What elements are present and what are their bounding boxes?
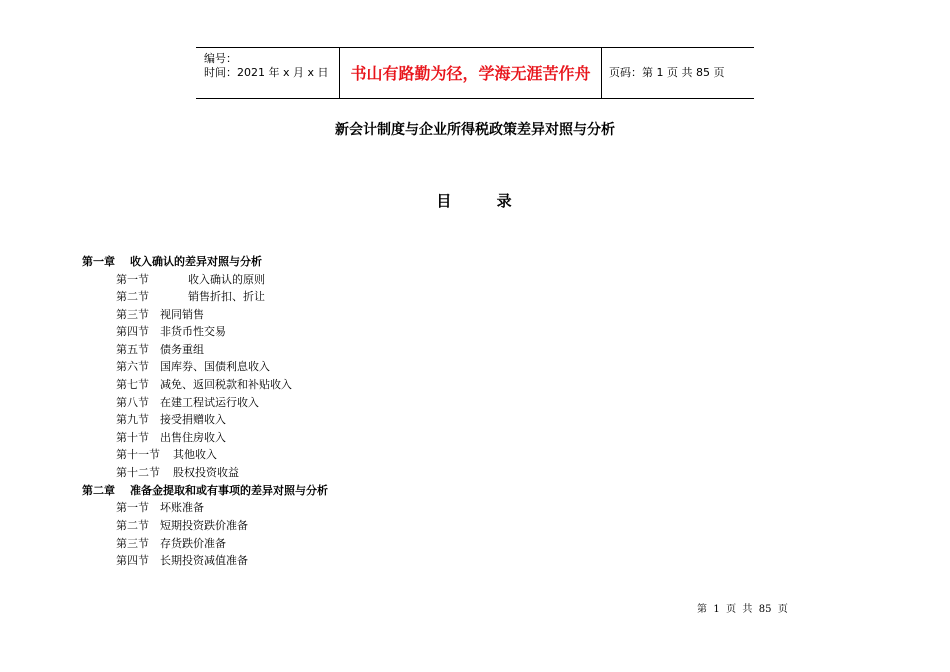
toc-section[interactable]: [116, 308, 204, 322]
header-table: [196, 47, 754, 99]
section-title: 其他收入: [173, 448, 217, 461]
toc-section[interactable]: [116, 378, 292, 392]
section-number: 第一节: [116, 501, 149, 514]
toc-section[interactable]: [116, 537, 226, 551]
page-footer: 第 1 页 共 85 页: [697, 604, 788, 615]
section-number: 第四节: [116, 554, 149, 567]
toc-section[interactable]: [116, 396, 259, 410]
toc-section[interactable]: [116, 448, 217, 462]
toc-section[interactable]: [116, 431, 226, 445]
section-number: 第七节: [116, 378, 149, 391]
toc-chapter-1[interactable]: [82, 255, 262, 269]
section-title: 股权投资收益: [173, 466, 239, 479]
section-title: 视同销售: [160, 308, 204, 321]
document-title: 新会计制度与企业所得税政策差异对照与分析: [335, 122, 615, 138]
section-number: 第二节: [116, 290, 149, 303]
section-title: 国库券、国债利息收入: [160, 360, 270, 373]
section-title: 接受捐赠收入: [160, 413, 226, 426]
chapter-number: 第一章: [82, 255, 115, 268]
document-number-label: 编号：: [204, 52, 237, 65]
chapter-title: 准备金提取和或有事项的差异对照与分析: [130, 484, 328, 497]
section-number: 第十一节: [116, 448, 160, 461]
toc-section[interactable]: [116, 360, 270, 374]
header-motto: 书山有路勤为径，学海无涯苦作舟: [350, 64, 591, 83]
toc-section[interactable]: [116, 501, 204, 515]
document-time-label: 时间：2021 年 x 月 x 日: [204, 66, 329, 79]
section-number: 第九节: [116, 413, 149, 426]
chapter-title: 收入确认的差异对照与分析: [130, 255, 262, 268]
section-number: 第三节: [116, 537, 149, 550]
section-number: 第二节: [116, 519, 149, 532]
toc-section[interactable]: [116, 325, 226, 339]
section-number: 第十节: [116, 431, 149, 444]
section-number: 第十二节: [116, 466, 160, 479]
section-number: 第五节: [116, 343, 149, 356]
section-number: 第六节: [116, 360, 149, 373]
toc-chapter-2[interactable]: [82, 484, 328, 498]
header-motto-cell: [339, 48, 602, 98]
section-title: 非货币性交易: [160, 325, 226, 338]
section-number: 第一节: [116, 273, 149, 286]
toc-section[interactable]: [116, 554, 248, 568]
section-number: 第三节: [116, 308, 149, 321]
section-title: 出售住房收入: [160, 431, 226, 444]
section-title: 债务重组: [160, 343, 204, 356]
header-page-cell: [601, 48, 754, 98]
section-title: 在建工程试运行收入: [160, 396, 259, 409]
section-number: 第八节: [116, 396, 149, 409]
section-title: 减免、返回税款和补贴收入: [160, 378, 292, 391]
section-title: 收入确认的原则: [188, 273, 265, 286]
toc-section[interactable]: [116, 519, 248, 533]
toc-section[interactable]: [116, 466, 239, 480]
header-meta-cell: [196, 48, 339, 98]
toc-heading: 目 录: [436, 192, 514, 210]
section-title: 坏账准备: [160, 501, 204, 514]
chapter-number: 第二章: [82, 484, 115, 497]
toc-section[interactable]: [116, 343, 204, 357]
section-title: 长期投资减值准备: [160, 554, 248, 567]
header-page-code: 页码：第 1 页 共 85 页: [609, 66, 725, 79]
toc-section[interactable]: [116, 273, 265, 287]
section-title: 短期投资跌价准备: [160, 519, 248, 532]
toc-section[interactable]: [116, 413, 226, 427]
toc-section[interactable]: [116, 290, 265, 304]
section-number: 第四节: [116, 325, 149, 338]
section-title: 销售折扣、折让: [188, 290, 265, 303]
section-title: 存货跌价准备: [160, 537, 226, 550]
